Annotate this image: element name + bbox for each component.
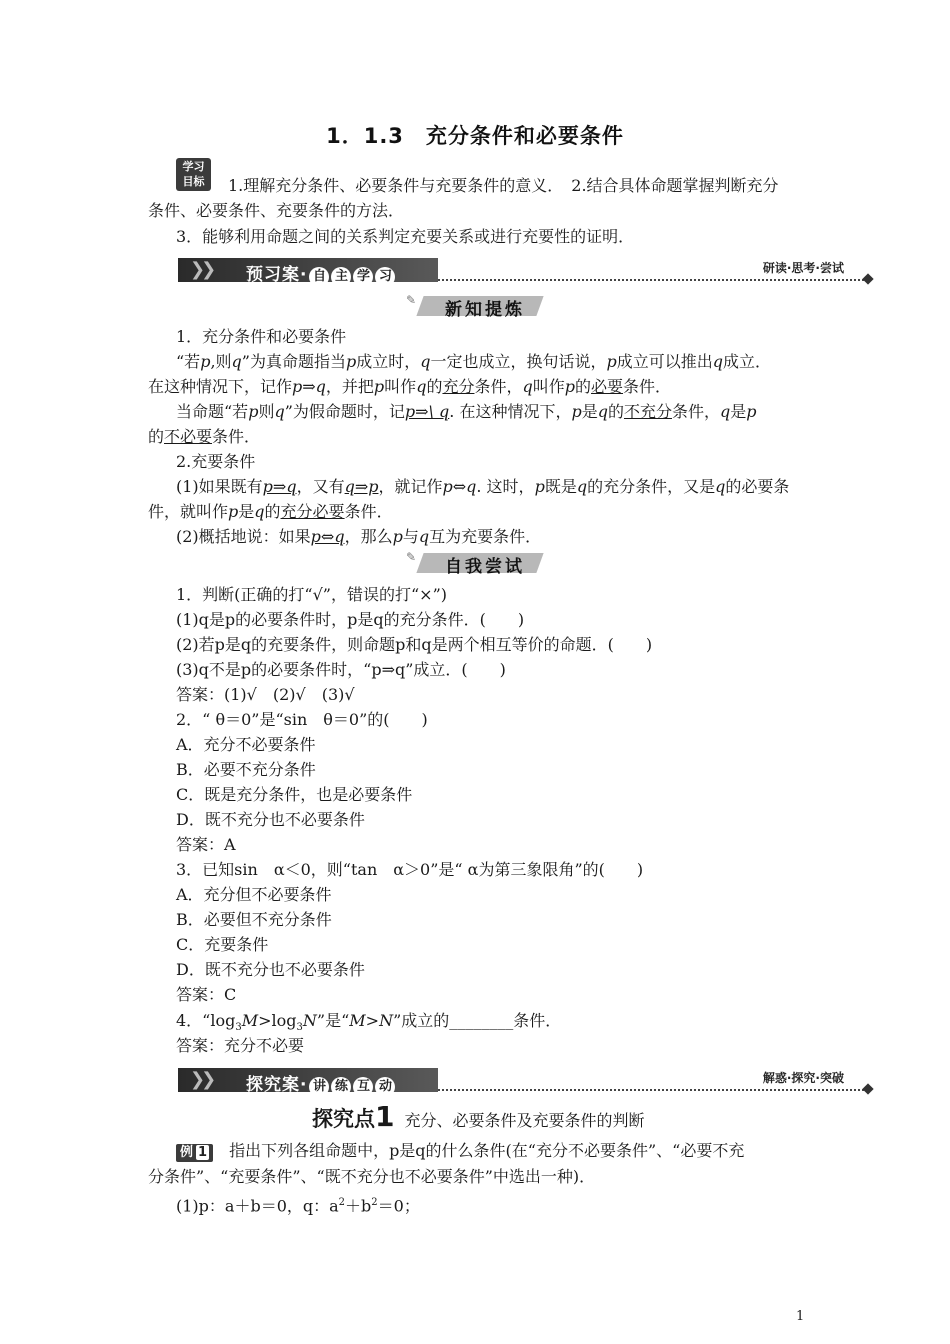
banner-tagline: 研读·思考·尝试 [762, 261, 844, 275]
banner-title-text: 预习案· [246, 265, 308, 285]
exercise-2-option-c: C．既是充分条件，也是必要条件 [176, 785, 413, 804]
diamond-icon [862, 1083, 873, 1094]
banner-dotted-rule [438, 1089, 868, 1091]
goals-badge-line2: 目标 [182, 175, 205, 188]
banner-circle-char: 互 [353, 1077, 373, 1097]
example-badge: 例 1 [176, 1144, 213, 1162]
explore-point-heading [312, 1100, 645, 1133]
exercise-2-option-a: A．充分不必要条件 [176, 735, 316, 754]
banner-circle-char: 学 [353, 267, 373, 287]
exercise-3-option-a: A．充分但不必要条件 [176, 885, 332, 904]
exercise-2-option-b: B．必要不充分条件 [176, 760, 316, 779]
page-number: 1 [796, 1309, 805, 1324]
exercise-1-3: (3)q不是p的必要条件时，“p⇒q”成立．( ) [176, 660, 506, 679]
knowledge-heading-2: 2.充要条件 [176, 452, 256, 471]
page-title: 1．1.3 充分条件和必要条件 [326, 124, 624, 148]
double-chevron-icon: ❯❯ [190, 259, 213, 280]
banner-title [246, 260, 395, 287]
banner-circle-char: 练 [331, 1077, 351, 1097]
double-chevron-icon: ❯❯ [190, 1069, 213, 1090]
explore-point-desc: 充分、必要条件及充要条件的判断 [404, 1111, 645, 1130]
knowledge-para-4: (2)概括地说：如果p⇔q，那么p与q互为充要条件． [176, 527, 542, 546]
sub-banner-title: 自我尝试 [445, 557, 525, 577]
section-banner-explore [178, 1068, 868, 1094]
exercise-2-option-d: D．既不充分也不必要条件 [176, 810, 365, 829]
knowledge-para-1a: “若p,则q”为真命题指当p成立时，q一定也成立，换句话说，p成立可以推出q成立． [176, 352, 772, 371]
banner-title-text: 探究案· [246, 1075, 308, 1095]
exercise-3-option-b: B．必要但不充分条件 [176, 910, 332, 929]
example-line-3: (1)p：a＋b＝0，q：$a^2+b^2=0$； [176, 1196, 420, 1216]
learning-goals-badge [176, 158, 211, 191]
pencil-icon: ✎ [406, 293, 417, 307]
explore-point-number: 1 [375, 1100, 395, 1133]
knowledge-para-3b: 件，就叫作p是q的充分必要条件． [148, 502, 393, 521]
banner-circle-char: 主 [331, 267, 351, 287]
knowledge-para-2a: 当命题“若p则q”为假命题时，记p⇒\ q. 在这种情况下，p是q的不充分条件，q是p [176, 402, 757, 421]
exercise-1-2: (2)若p是q的充要条件，则命题p和q是两个相互等价的命题．( ) [176, 635, 653, 654]
banner-dotted-rule [438, 279, 868, 281]
section-banner-preview [178, 258, 868, 284]
exercise-3: 3．已知sin α＜0，则“tan α＞0”是“ α为第三象限角”的( ) [176, 860, 644, 879]
goals-line-2: 条件、必要条件、充要条件的方法． [148, 201, 405, 220]
knowledge-para-3a: (1)如果既有p⇒q，又有q⇒p，就记作p⇔q. 这时，p既是q的充分条件，又是q的必要条 [176, 477, 790, 496]
banner-tagline: 解惑·探究·突破 [762, 1071, 844, 1085]
answer-3: 答案：C [176, 985, 237, 1004]
example-line-1: 例 1 指出下列各组命题中，p是q的什么条件(在“充分不必要条件”、“必要不充 [176, 1140, 744, 1162]
goals-badge-line1: 学习 [182, 160, 205, 173]
pencil-icon: ✎ [406, 550, 417, 564]
exercise-3-option-d: D．既不充分也不必要条件 [176, 960, 365, 979]
knowledge-heading-1: 1．充分条件和必要条件 [176, 327, 347, 346]
knowledge-para-2b: 的不必要条件． [148, 427, 261, 446]
banner-title [246, 1070, 395, 1097]
answer-4: 答案：充分不必要 [176, 1036, 305, 1055]
exercise-1-1: (1)q是p的必要条件时，p是q的充分条件．( ) [176, 610, 525, 629]
sub-banner-new-knowledge [406, 293, 540, 320]
banner-circle-char: 动 [375, 1077, 395, 1097]
exercise-1: 1．判断(正确的打“√”，错误的打“×”) [176, 585, 447, 604]
exercise-2: 2．“ θ＝0”是“sin θ＝0”的( ) [176, 710, 428, 729]
goals-line-1: 1.理解充分条件、必要条件与充要条件的意义． 2.结合具体命题掌握判断充分 [228, 176, 779, 195]
goals-line-3: 3．能够利用命题之间的关系判定充要关系或进行充要性的证明． [176, 227, 635, 246]
diamond-icon [862, 273, 873, 284]
answer-2: 答案：A [176, 835, 236, 854]
banner-circle-char: 讲 [309, 1077, 329, 1097]
banner-circle-char: 自 [309, 267, 329, 287]
example-line-2: 分条件”、“充要条件”、“既不充分也不必要条件”中选出一种)． [148, 1167, 596, 1186]
knowledge-para-1b: 在这种情况下，记作p⇒q，并把p叫作q的充分条件，q叫作p的必要条件． [148, 377, 672, 396]
explore-point-label: 探究点 [312, 1107, 375, 1131]
exercise-3-option-c: C．充要条件 [176, 935, 269, 954]
banner-circle-char: 习 [375, 267, 395, 287]
exercise-4: 4．“$\log_3M>\log_3N$”是“M>N”成立的________条件． [176, 1011, 562, 1034]
sub-banner-title: 新知提炼 [445, 300, 525, 320]
answer-1: 答案：(1)√ (2)√ (3)√ [176, 685, 355, 704]
sub-banner-self-test [406, 550, 540, 577]
